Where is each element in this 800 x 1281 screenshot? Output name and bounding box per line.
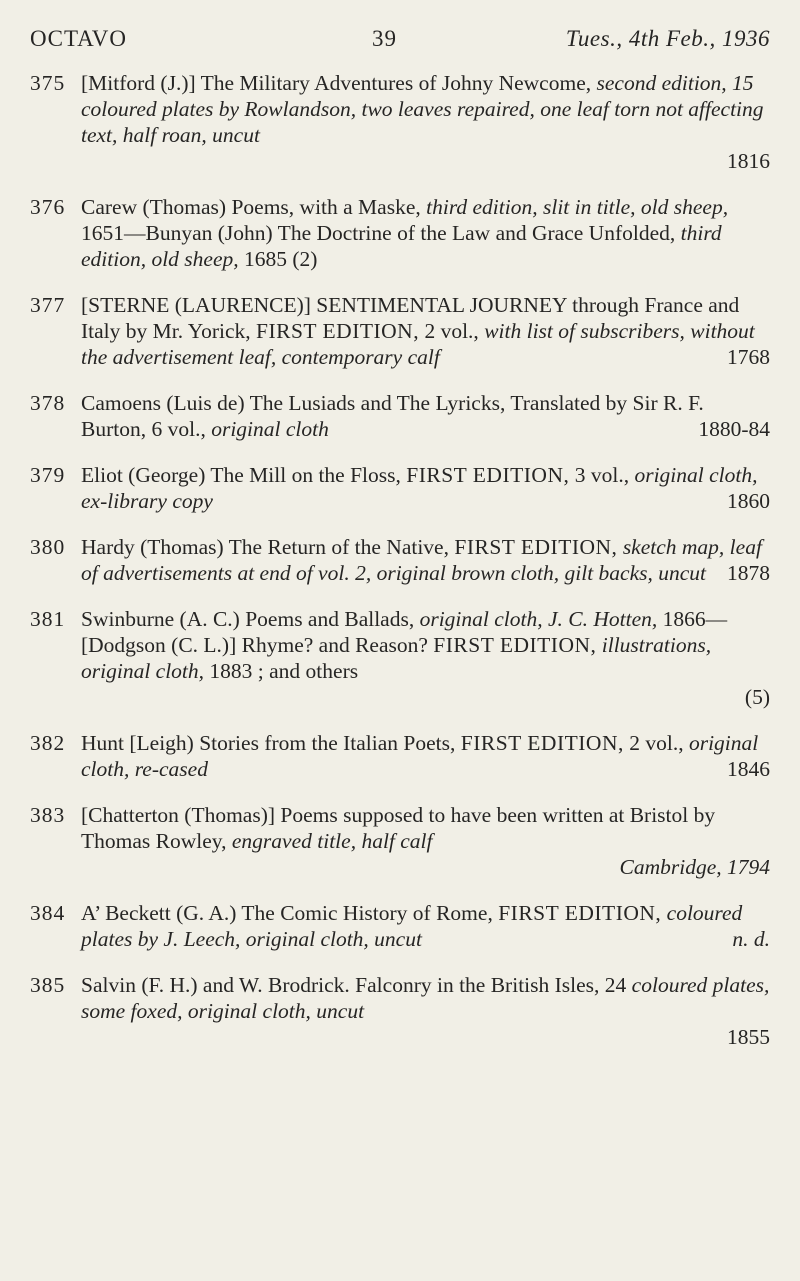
lot-condition: original cloth [211, 417, 329, 441]
lot-number: 377 [30, 293, 66, 317]
lot-entry [30, 292, 770, 370]
lot-entry [30, 730, 770, 782]
lot-description [81, 900, 770, 952]
lot-entry [30, 606, 770, 710]
lot-volumes: 3 vol., [574, 463, 630, 487]
lot-title: Hunt [Leigh) Stories from the Italian Poets, [81, 731, 456, 755]
lot-description [81, 292, 770, 370]
lot-condition: original cloth, ex-library copy [81, 463, 758, 513]
lot-entry [30, 900, 770, 952]
lot-description [81, 972, 770, 1050]
lot-entry [30, 70, 770, 174]
lot-title: [Chatterton (Thomas)] Poems supposed to have been written at Bristol by Thomas Rowley, [81, 803, 716, 853]
lot-title: Carew (Thomas) Poems, with a Maske, [81, 195, 421, 219]
lot-condition: original cloth, J. C. Hotten, [419, 607, 658, 631]
lot-condition: coloured plates, some foxed, original cloth, uncut [81, 973, 770, 1023]
lot-condition-second: third edition, old sheep, [81, 221, 722, 271]
edition-note: FIRST EDITION, [256, 319, 420, 343]
lot-title: [Mitford (J.)] The Military Adventures of Johny Newcome, [81, 71, 592, 95]
edition-note: FIRST EDITION, [454, 535, 618, 559]
sale-date: Tues., 4th Feb., 1936 [565, 26, 770, 51]
lot-date: 1685 (2) [244, 247, 318, 271]
lot-condition: third edition, slit in title, old sheep, [426, 195, 729, 219]
lot-description [81, 534, 770, 586]
lot-number: 384 [30, 901, 66, 925]
lot-number: 383 [30, 803, 66, 827]
lot-number: 380 [30, 535, 66, 559]
lot-title: A’ Beckett (G. A.) The Comic History of Rome, [81, 901, 493, 925]
lot-description [81, 390, 770, 442]
edition-note: FIRST EDITION, [406, 463, 570, 487]
lot-condition: with list of subscribers, without the advertisement leaf, contemporary calf [81, 319, 755, 369]
section-title: OCTAVO [30, 26, 128, 51]
lot-entry [30, 390, 770, 442]
lot-number: 379 [30, 463, 66, 487]
lot-number: 382 [30, 731, 66, 755]
lot-condition: coloured plates by J. Leech, original cloth, uncut [81, 901, 743, 951]
lot-condition: original cloth, re-cased [81, 731, 759, 781]
lot-date: 1878 [727, 561, 770, 585]
lot-condition: second edition, 15 coloured plates by Rowlandson, two leaves repaired, one leaf torn not affecting text, half roan, uncut [81, 71, 764, 147]
lot-imprint: Cambridge, 1794 [619, 855, 770, 879]
lot-description [81, 462, 770, 514]
lot-entry [30, 802, 770, 880]
lot-description [81, 802, 770, 880]
lot-title: Camoens (Luis de) The Lusiads and The Lyricks, Translated by Sir R. F. Burton, 6 vol., [81, 391, 704, 441]
lot-title: Hardy (Thomas) The Return of the Native, [81, 535, 449, 559]
lot-date: 1880-84 [698, 417, 770, 441]
lot-title: [STERNE (LAURENCE)] SENTIMENTAL JOURNEY through France and Italy by Mr. Yorick, [81, 293, 740, 343]
lot-volumes: 2 vol., [629, 731, 684, 755]
lot-number: 378 [30, 391, 66, 415]
lot-number: 385 [30, 973, 66, 997]
lot-condition: engraved title, half calf [231, 829, 433, 853]
lot-entry [30, 972, 770, 1050]
page-number: 39 [372, 26, 397, 51]
lot-description [81, 194, 770, 272]
lot-date: 1816 [727, 149, 770, 173]
lot-description [81, 70, 770, 174]
lot-number: 376 [30, 195, 66, 219]
lot-date: 1855 [727, 1025, 770, 1049]
lot-title: Swinburne (A. C.) Poems and Ballads, [81, 607, 415, 631]
lot-date: n. d. [732, 927, 770, 951]
lot-date: 1846 [727, 757, 770, 781]
lot-entry [30, 194, 770, 272]
lot-number: 375 [30, 71, 66, 95]
lot-count: (5) [744, 685, 770, 709]
lot-title-second: 1651—Bunyan (John) The Doctrine of the Law and Grace Unfolded, [81, 221, 676, 245]
lot-condition-second: illustrations, original cloth, [81, 633, 712, 683]
lot-date: 1768 [727, 345, 770, 369]
edition-note: FIRST EDITION, [433, 633, 597, 657]
lot-condition: sketch map, leaf of advertisements at end of vol. 2, original brown cloth, gilt backs, uncut [81, 535, 762, 585]
lot-volumes: 2 vol., [424, 319, 479, 343]
lot-title-second: 1866—[Dodgson (C. L.)] Rhyme? and Reason? [81, 607, 728, 657]
edition-note: FIRST EDITION, [460, 731, 624, 755]
lot-number: 381 [30, 607, 66, 631]
lot-entry [30, 462, 770, 514]
lot-entry [30, 534, 770, 586]
lot-title: Salvin (F. H.) and W. Brodrick. Falconry in the British Isles, 24 [81, 973, 627, 997]
lot-description [81, 730, 770, 782]
lot-date: 1883 ; and others [209, 659, 359, 683]
lot-date: 1860 [727, 489, 770, 513]
edition-note: FIRST EDITION, [498, 901, 662, 925]
lot-description [81, 606, 770, 710]
running-header [30, 26, 770, 52]
lot-title: Eliot (George) The Mill on the Floss, [81, 463, 401, 487]
